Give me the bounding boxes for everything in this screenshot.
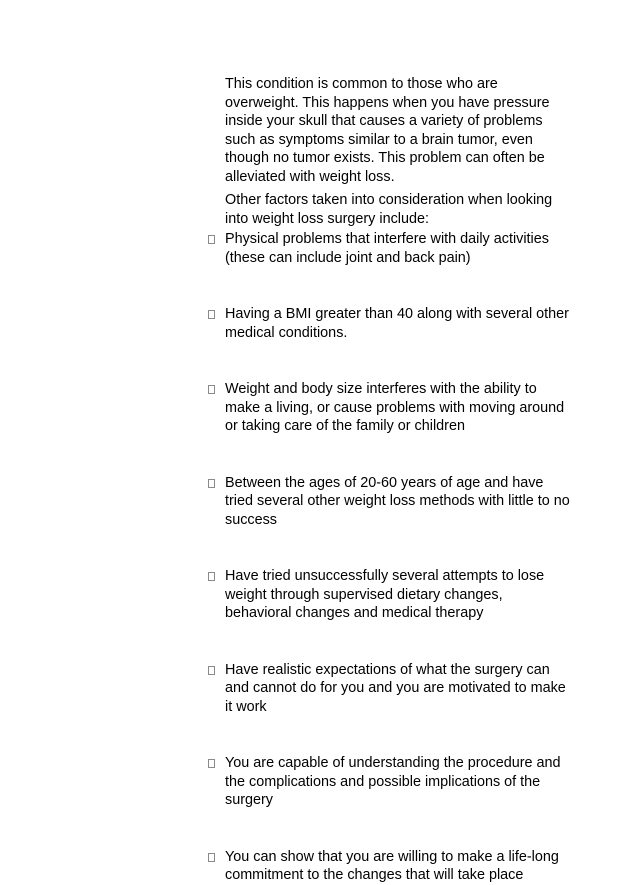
- list-item: [225, 305, 570, 342]
- list-item: [225, 661, 570, 717]
- list-item: [225, 567, 570, 623]
- list-item: [225, 474, 570, 530]
- list-item-text: Have realistic expectations of what the surgery can and cannot do for you and you are motivated to make it work: [225, 661, 566, 715]
- bullet-box-icon: [208, 479, 215, 488]
- list-item: [225, 230, 570, 267]
- factors-list: [225, 230, 570, 885]
- bullet-box-icon: [208, 385, 215, 394]
- list-item-text: Having a BMI greater than 40 along with several other medical conditions.: [225, 306, 569, 341]
- list-item-text: You can show that you are willing to make a life-long commitment to the changes that will take place: [225, 848, 559, 883]
- list-item-text: Between the ages of 20-60 years of age and have tried several other weight loss methods with little to no success: [225, 474, 570, 528]
- list-item: [225, 848, 570, 885]
- bullet-box-icon: [208, 235, 215, 244]
- document-body: [225, 75, 570, 885]
- list-item-text: Weight and body size interferes with the ability to make a living, or cause problems with moving around or taking care of the family or children: [225, 381, 565, 434]
- factors-intro-paragraph: Other factors taken into consideration when looking into weight loss surgery include:: [225, 192, 553, 227]
- bullet-box-icon: [208, 853, 215, 862]
- bullet-box-icon: [208, 666, 215, 675]
- list-item-text: Have tried unsuccessfully several attempts to lose weight through supervised dietary changes, behavioral changes and medical therapy: [225, 568, 545, 621]
- list-item: [225, 754, 570, 810]
- bullet-box-icon: [208, 759, 215, 768]
- list-item-text: Physical problems that interfere with daily activities (these can include joint and back pain): [225, 231, 549, 266]
- condition-paragraph: This condition is common to those who are overweight. This happens when you have pressure inside your skull that causes a variety of problems such as symptoms similar to a brain tumor, even though no tumor exists. This problem can often be alleviated with weight loss.: [225, 76, 550, 185]
- list-item: [225, 380, 570, 436]
- list-item-text: You are capable of understanding the procedure and the complications and possible implications of the surgery: [225, 755, 561, 808]
- bullet-box-icon: [208, 572, 215, 581]
- bullet-box-icon: [208, 310, 215, 319]
